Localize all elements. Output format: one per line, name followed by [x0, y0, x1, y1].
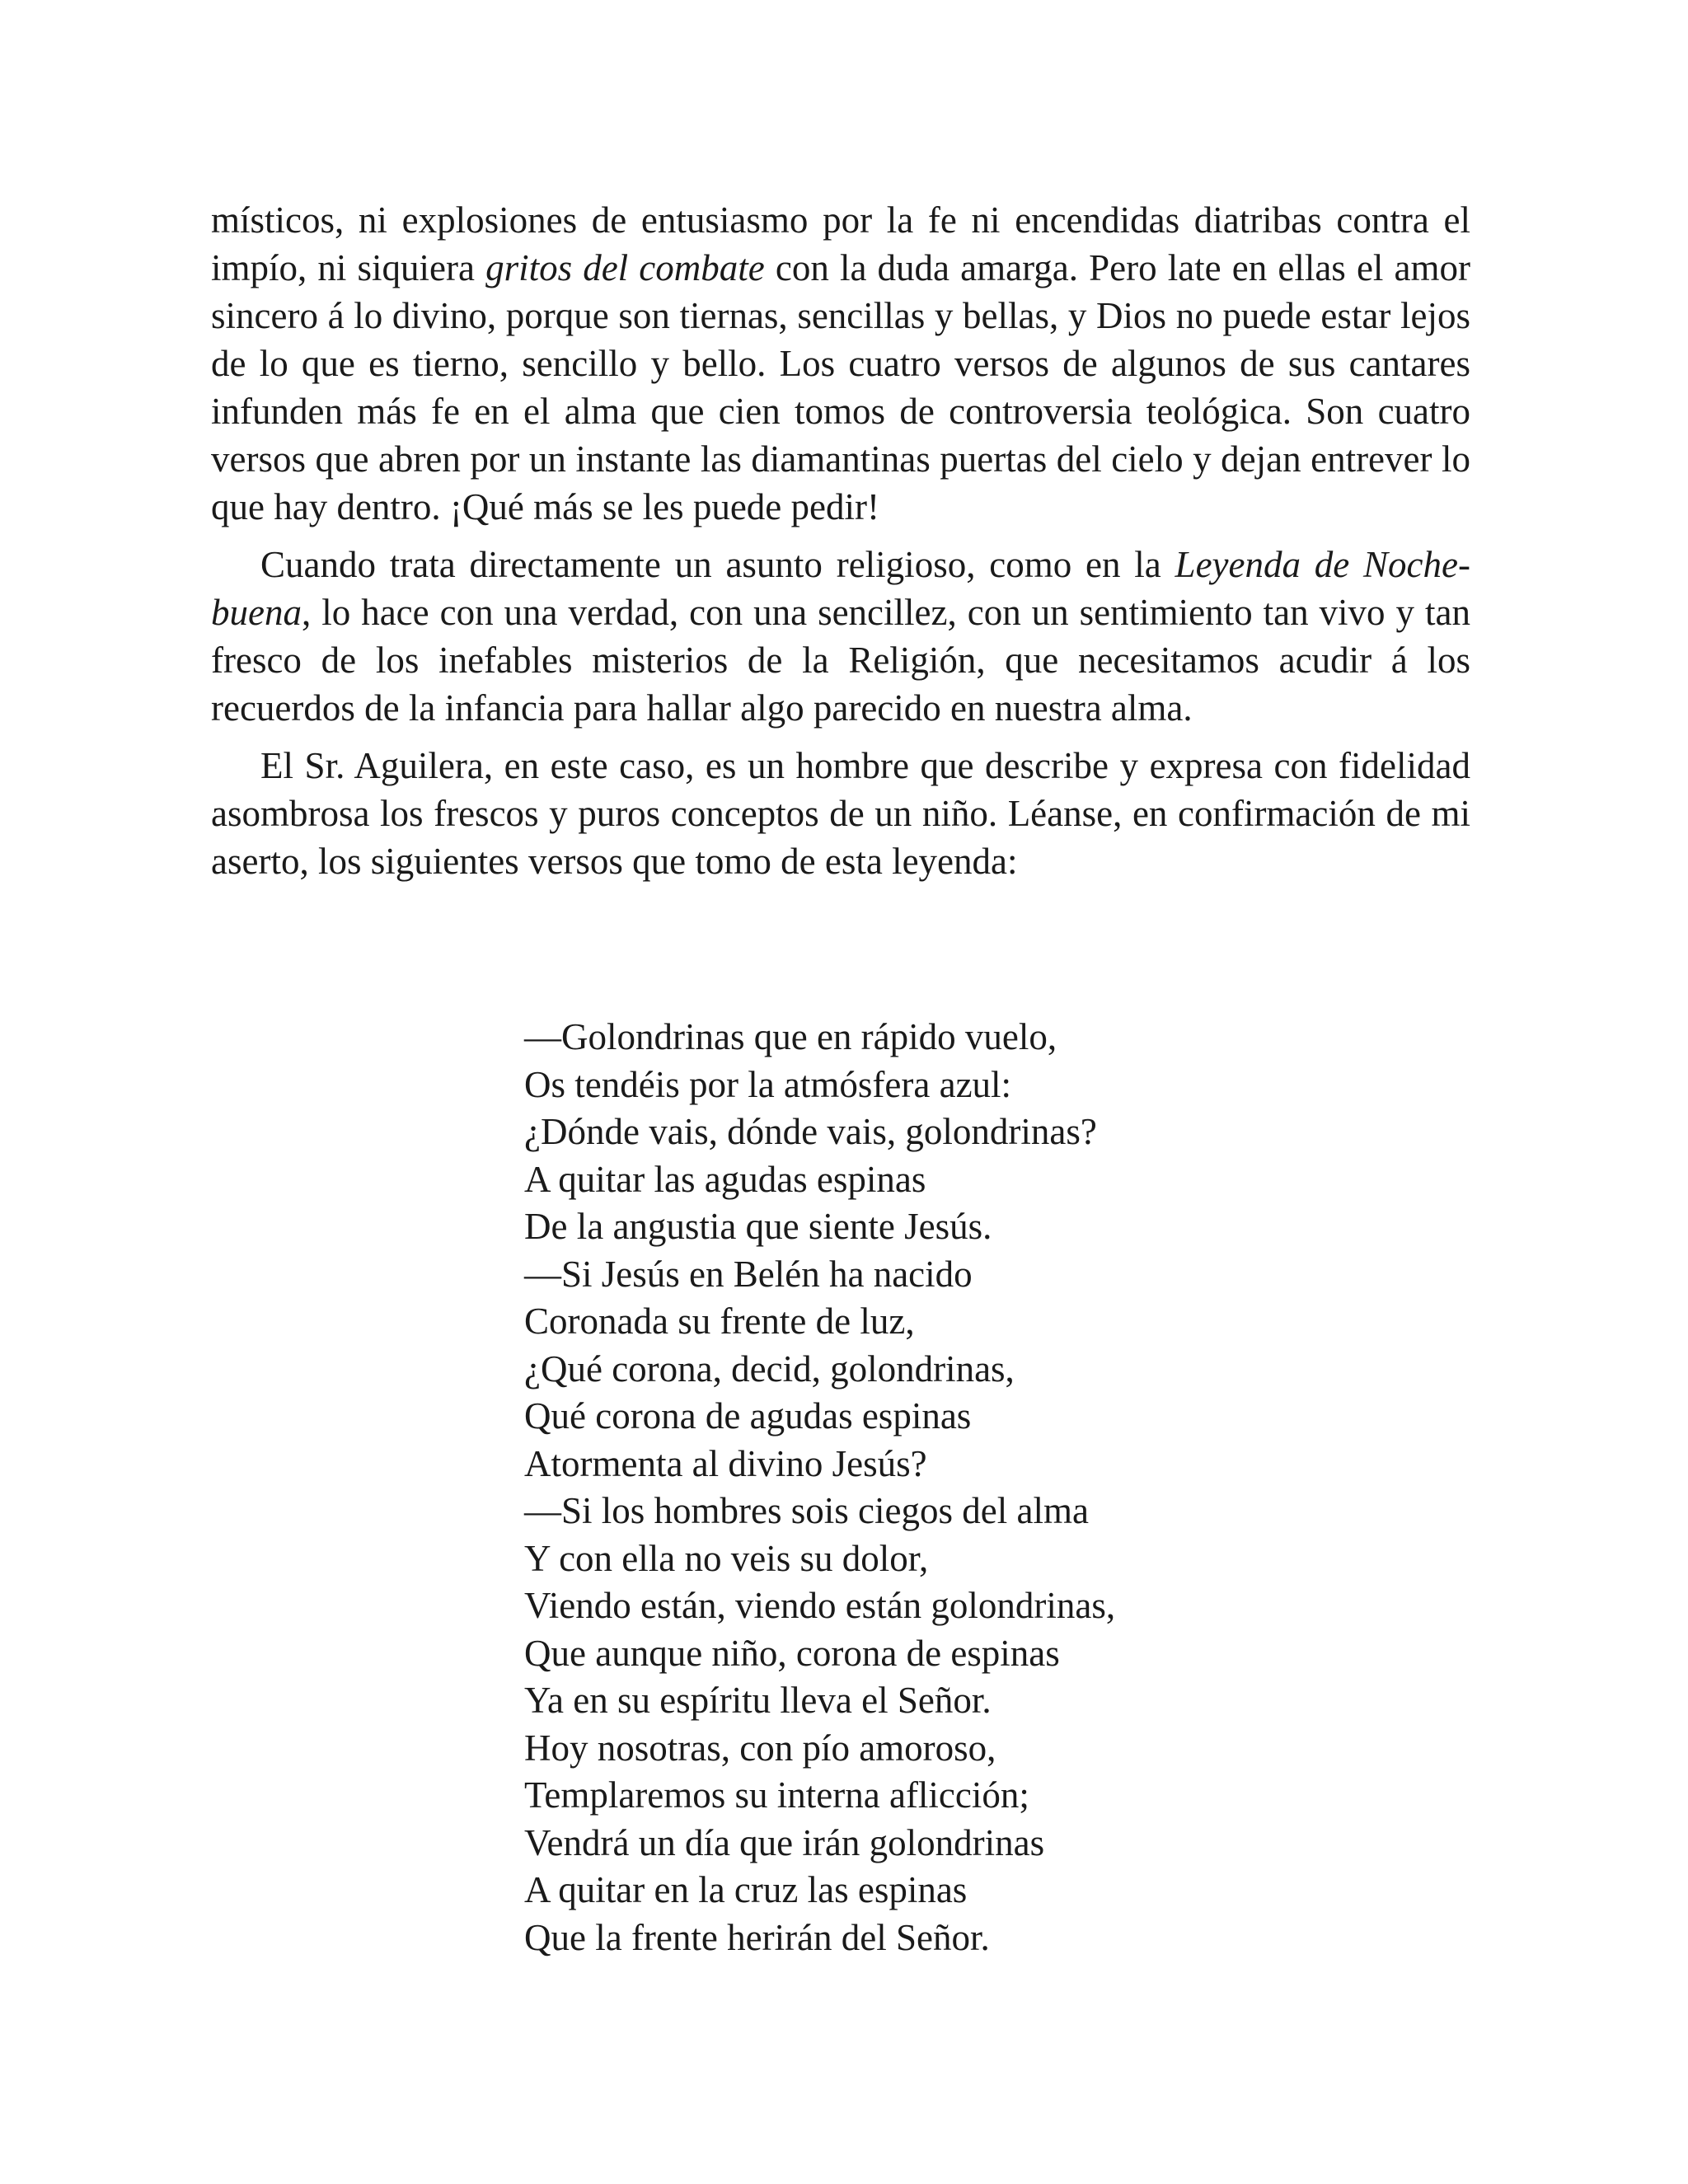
verse-line: Ya en su espíritu lleva el Señor. — [524, 1680, 992, 1721]
poem-verse — [524, 1014, 1115, 1961]
verse-line: Hoy nosotras, con pío amoroso, — [524, 1727, 996, 1769]
verse-line: —Golondrinas que en rápido vuelo, — [524, 1016, 1057, 1057]
verse-line: Templaremos su interna aflicción; — [524, 1774, 1029, 1816]
verse-line: Viendo están, viendo están golondrinas, — [524, 1585, 1116, 1626]
paragraph-aguilera — [211, 742, 1470, 885]
prose-body — [211, 196, 1470, 885]
verse-line: ¿Qué corona, decid, golondrinas, — [524, 1347, 1015, 1390]
verse-line: Coronada su frente de luz, — [524, 1301, 915, 1342]
verse-line: Qué corona de agudas espinas — [524, 1395, 972, 1436]
verse-line: Atormenta al divino Jesús? — [524, 1442, 927, 1484]
verse-line: —Si los hombres sois ciegos del alma — [524, 1490, 1089, 1531]
verse-line: ¿Dónde vais, dónde vais, golondrinas? — [524, 1111, 1097, 1152]
paragraph-continuation — [211, 196, 1470, 531]
paragraph-leyenda — [211, 541, 1470, 732]
verse-line: Vendrá un día que irán golondrinas — [524, 1821, 1045, 1863]
verse-line: Y con ella no veis su dolor, — [524, 1537, 929, 1579]
verse-line: —Si Jesús en Belén ha nacido — [524, 1253, 973, 1295]
verse-line: A quitar las agudas espinas — [524, 1158, 926, 1200]
text-segment: El Sr. Aguilera, en este caso, es un hombre que describe y expresa con fidelidad asombrosa los frescos y puros conceptos de un niño. Léanse, en confirmación de mi aserto, los siguientes versos que tomo de esta leyenda: — [211, 745, 1470, 882]
verse-line: Que aunque niño, corona de espinas — [524, 1632, 1060, 1674]
text-segment: místicos, ni explosiones de entusiasmo por la fe ni encendidas diatribas contra el impío, ni siquiera — [211, 199, 1470, 288]
verse-line: De la angustia que siente Jesús. — [524, 1206, 992, 1247]
verse-line: A quitar en la cruz las espinas — [524, 1869, 968, 1910]
text-segment: con la duda amarga. Pero late en ellas el amor sincero á lo divino, porque son tiernas, sencillas y bellas, y Dios no puede estar lejos de lo que es tierno, sencillo y bello. Los cuatro versos de algunos de sus cantares infunden más fe en el alma que cien tomos de controversia teológica. Son cuatro versos que abren por un instante las diamantinas puertas del cielo y dejan entrever lo que hay dentro. ¡Qué más se les puede pedir! — [211, 247, 1470, 527]
italic-title: Leyenda de Noche-buena — [211, 544, 1470, 633]
text-segment: , lo hace con una verdad, con una sencillez, con un sentimiento tan vivo y tan fresco de los inefables misterios de la Religión, que necesitamos acudir á los recuerdos de la infancia para hallar algo parecido en nuestra alma. — [211, 592, 1470, 729]
text-segment: Cuando trata directamente un asunto religioso, como en la — [260, 544, 1175, 585]
verse-line: Os tendéis por la atmósfera azul: — [524, 1063, 1012, 1105]
verse-line: Que la frente herirán del Señor. — [524, 1916, 990, 1958]
italic-phrase: gritos del combate — [485, 247, 765, 288]
